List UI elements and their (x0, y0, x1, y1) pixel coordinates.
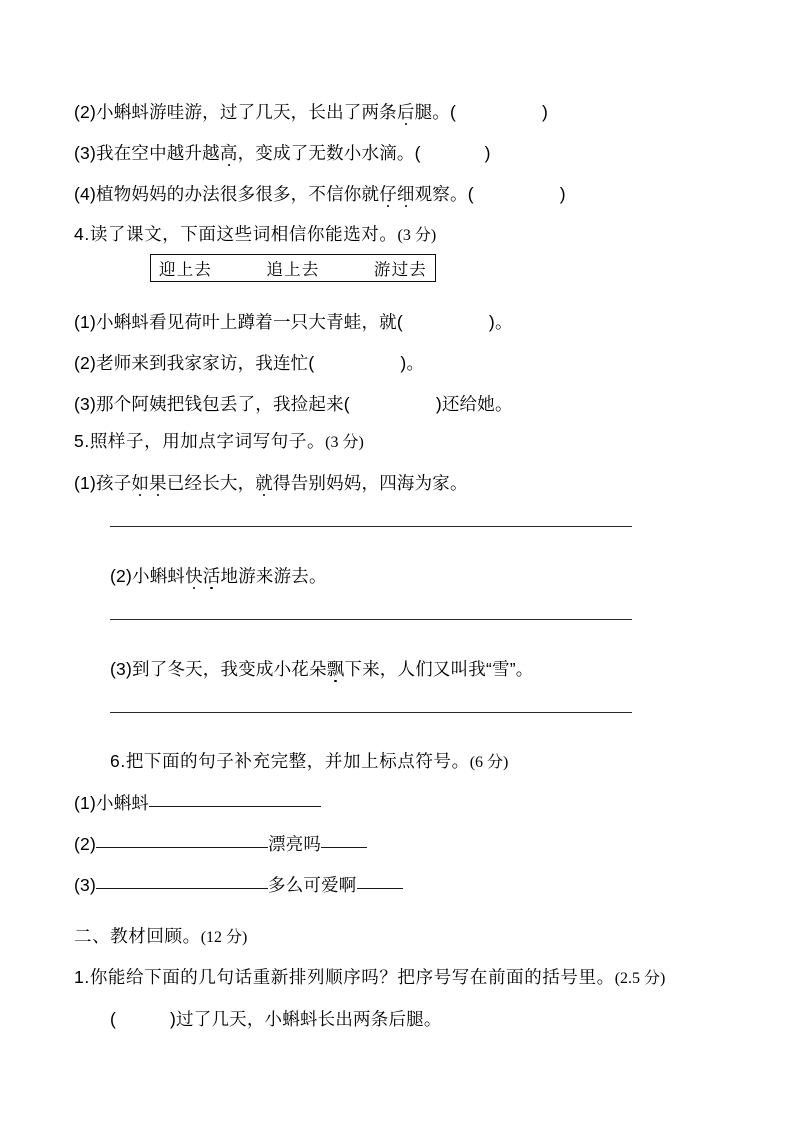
fill-blank-punctuation[interactable] (357, 874, 403, 889)
word-bank-box (150, 254, 436, 282)
section-2-question-1-title: 你能给下面的几句话重新排列顺序吗？把序号写在前面的括号里。 (89, 967, 615, 987)
judge-item-2-text-c: ) (542, 101, 549, 122)
question-6-item-3 (74, 861, 722, 902)
emphasis-char: 细 (396, 183, 415, 204)
section-2-question-1-points: (2.5 分) (614, 970, 666, 987)
question-4-item-2 (74, 339, 722, 380)
emphasis-char: 果 (149, 472, 167, 493)
question-6-separator: . (120, 751, 126, 771)
emphasis-char: 活 (202, 565, 221, 586)
question-5-item-3-b: 下来，人们又叫我“雪”。 (344, 658, 534, 679)
question-6-item-1-label: (1)小蝌蚪 (74, 792, 150, 813)
judge-item-2 (74, 88, 722, 129)
question-4-item-2-after: )。 (400, 352, 425, 373)
emphasis-char: 后 (396, 101, 415, 122)
question-6-item-1 (74, 779, 722, 820)
emphasis-char: 仔 (379, 183, 397, 204)
answer-rule-row-3 (74, 686, 722, 738)
judge-item-4-text-b: 观察。( (414, 183, 474, 204)
word-bank-option-1[interactable]: 迎上去 (159, 260, 213, 279)
question-4-item-3-before: (3)那个阿姨把钱包丢了，我捡起来( (74, 393, 350, 414)
judge-item-4-text-a: (4)植物妈妈的办法很多很多，不信你就 (74, 183, 380, 204)
question-5-item-2-b: 地游来游去。 (220, 565, 327, 586)
question-4-points: (3 分) (397, 227, 437, 244)
judge-item-3 (74, 129, 722, 170)
question-5-separator: . (84, 431, 90, 451)
question-5-title: 照样子，用加点字词写句子。 (89, 431, 326, 451)
fill-blank-punctuation[interactable] (321, 833, 367, 848)
question-4-number: 4 (74, 224, 85, 244)
question-6-item-2 (74, 820, 722, 861)
judge-item-2-text-b: 腿。( (414, 101, 457, 122)
judge-item-4 (74, 170, 722, 211)
question-4-item-1 (74, 298, 722, 339)
question-4-title: 读了课文，下面这些词相信你能选对。 (89, 224, 398, 244)
question-4-wordbank-row (74, 252, 722, 298)
answer-rule-row-2 (74, 593, 722, 645)
judge-item-3-text-a: (3)我在空中越升越 (74, 142, 220, 163)
question-4-item-1-after: )。 (488, 311, 513, 332)
section-2-points: (12 分) (200, 929, 248, 946)
judge-item-2-text-a: (2)小蝌蚪游哇游，过了几天，长出了两条 (74, 101, 397, 122)
question-4-item-3 (74, 380, 722, 421)
question-6-points: (6 分) (469, 754, 509, 771)
question-6-number: 6 (110, 751, 121, 771)
word-bank-option-2[interactable]: 追上去 (266, 260, 320, 279)
question-5-item-1-b: 已经长大， (166, 472, 256, 493)
order-blank-text: )过了几天，小蝌蚪长出两条后腿。 (170, 1008, 442, 1029)
page-content (74, 88, 722, 1036)
question-5-item-2-a: (2)小蝌蚪 (110, 565, 186, 586)
question-6-item-2-mid: 漂亮吗 (268, 833, 322, 854)
question-4-separator: . (84, 224, 90, 244)
question-5-points: (3 分) (325, 434, 364, 451)
section-2-question-1-separator: . (84, 967, 90, 987)
question-5-item-2 (74, 552, 722, 593)
answer-rule-line[interactable] (110, 526, 632, 527)
question-5-item-3 (74, 645, 722, 686)
answer-rule-line[interactable] (110, 619, 632, 620)
question-6-title: 把下面的句子补充完整，并加上标点符号。 (125, 751, 470, 771)
fill-blank[interactable] (96, 833, 268, 848)
question-4-item-2-before: (2)老师来到我家家访，我连忙( (74, 352, 315, 373)
question-5-heading (74, 421, 722, 459)
emphasis-char: 快 (185, 565, 203, 586)
emphasis-char: 如 (131, 472, 150, 493)
fill-blank[interactable] (149, 792, 321, 807)
question-4-heading (74, 211, 722, 252)
emphasis-char: 高 (219, 142, 238, 163)
judge-item-3-text-b: ，变成了无数小水滴。( (237, 142, 421, 163)
judge-item-4-text-c: ) (559, 183, 566, 204)
question-6-item-3-label: (3) (74, 874, 96, 895)
question-4-item-1-before: (1)小蝌蚪看见荷叶上蹲着一只大青蛙，就( (74, 311, 403, 332)
question-5-item-1-c: 得告别妈妈，四海为家。 (273, 472, 468, 493)
question-5-item-1 (74, 459, 722, 500)
section-2-question-1-item-1 (74, 995, 722, 1036)
question-5-number: 5 (74, 431, 85, 451)
emphasis-char: 飘 (326, 658, 345, 679)
question-6-heading (74, 738, 722, 779)
question-5-item-1-a: (1)孩子 (74, 472, 132, 493)
section-2-title: 二、教材回顾。 (74, 926, 201, 946)
question-6-item-3-mid: 多么可爱啊 (268, 874, 357, 895)
word-bank-option-3[interactable]: 游过去 (373, 260, 427, 279)
answer-rule-line[interactable] (110, 712, 632, 713)
question-4-item-3-after: )还给她。 (435, 393, 513, 414)
section-2-question-1-heading (74, 954, 722, 995)
order-blank-open: ( (110, 1008, 117, 1029)
answer-rule-row-1 (74, 500, 722, 552)
judge-item-3-text-c: ) (484, 142, 491, 163)
question-6-item-2-label: (2) (74, 833, 96, 854)
section-2-heading (74, 902, 722, 954)
section-2-question-1-number: 1 (74, 967, 85, 987)
emphasis-char: 就 (255, 472, 273, 493)
fill-blank[interactable] (96, 874, 268, 889)
question-5-item-3-a: (3)到了冬天，我变成小花朵 (110, 658, 327, 679)
